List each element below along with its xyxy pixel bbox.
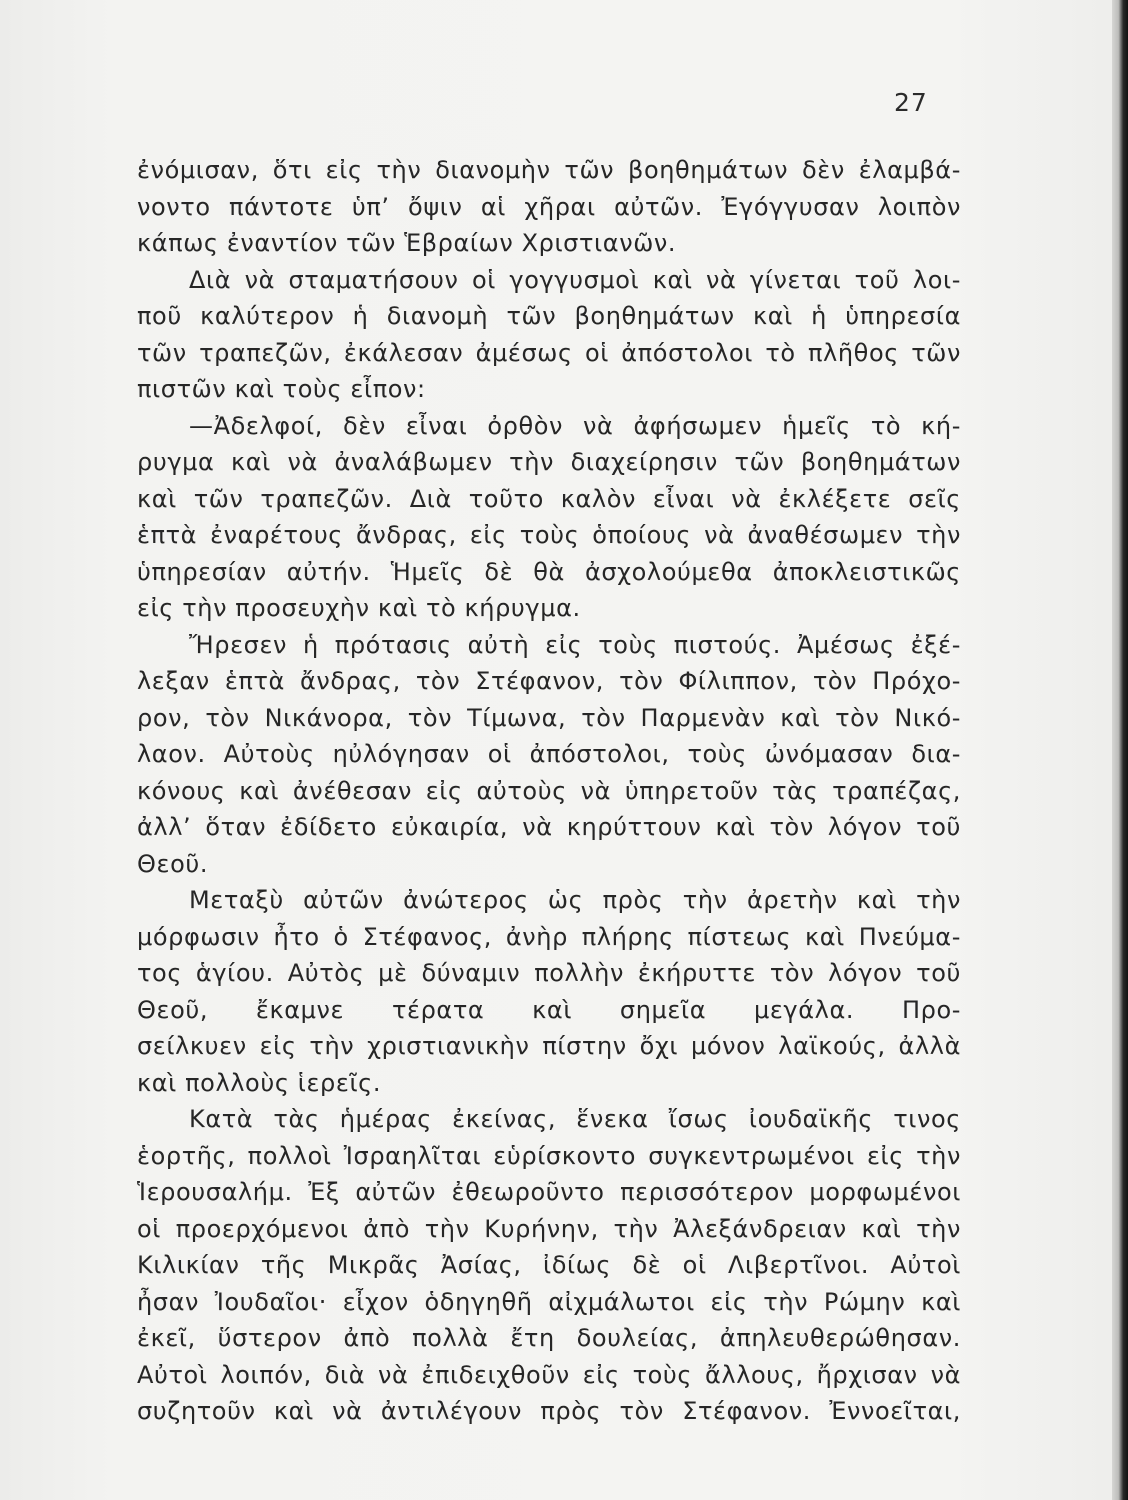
text-line: ἀλλ’ ὅταν ἐδίδετο εὐκαιρία, νὰ κηρύττουν καὶ τὸν λόγον τοῦ — [137, 813, 961, 841]
text-line: ἑπτὰ ἐναρέτους ἄνδρας, εἰς τοὺς ὁποίους νὰ ἀναθέσωμεν τὴν — [137, 521, 961, 549]
text-line: ἐνόμισαν, ὅτι εἰς τὴν διανομὴν τῶν βοηθημάτων δὲν ἐλαμβά- — [137, 156, 961, 184]
text-line: πιστῶν καὶ τοὺς εἶπον: — [137, 375, 426, 403]
body-text — [137, 152, 961, 1430]
text-line: ρυγμα καὶ νὰ ἀναλάβωμεν τὴν διαχείρησιν τῶν βοηθημάτων — [137, 448, 961, 476]
text-line: ποῦ καλύτερον ἡ διανομὴ τῶν βοηθημάτων καὶ ἡ ὑπηρεσία — [137, 302, 961, 330]
text-line: συζητοῦν καὶ νὰ ἀντιλέγουν πρὸς τὸν Στέφανον. Ἐννοεῖται, — [137, 1397, 961, 1425]
text-line: Κιλικίαν τῆς Μικρᾶς Ἀσίας, ἰδίως δὲ οἱ Λιβερτῖνοι. Αὐτοὶ — [137, 1251, 961, 1279]
text-line: ὑπηρεσίαν αὐτήν. Ἡμεῖς δὲ θὰ ἀσχολούμεθα ἀποκλειστικῶς — [137, 557, 961, 586]
text-line: τῶν τραπεζῶν, ἐκάλεσαν ἀμέσως οἱ ἀπόστολοι τὸ πλῆθος τῶν — [137, 338, 961, 367]
text-line: Ἱερουσαλήμ. Ἐξ αὐτῶν ἐθεωροῦντο περισσότερον μορφωμένοι — [137, 1178, 961, 1206]
page-edge-shadow — [1112, 0, 1128, 1500]
text-line: Αὐτοὶ λοιπόν, διὰ νὰ ἐπιδειχθοῦν εἰς τοὺς ἄλλους, ἤρχισαν νὰ — [137, 1360, 961, 1389]
text-line: Θεοῦ, ἔκαμνε τέρατα καὶ σημεῖα μεγάλα. Προ- — [137, 995, 961, 1024]
text-line: οἱ προερχόμενοι ἀπὸ τὴν Κυρήνην, τὴν Ἀλεξάνδρειαν καὶ τὴν — [137, 1214, 961, 1243]
text-line: Θεοῦ. — [137, 849, 209, 878]
text-line: εἰς τὴν προσευχὴν καὶ τὸ κήρυγμα. — [137, 594, 581, 622]
text-line: Μεταξὺ αὐτῶν ἀνώτερος ὡς πρὸς τὴν ἀρετὴν καὶ τὴν — [189, 886, 961, 914]
text-line: Κατὰ τὰς ἡμέρας ἐκείνας, ἕνεκα ἴσως ἰουδαϊκῆς τινος — [189, 1105, 961, 1133]
text-line: μόρφωσιν ἦτο ὁ Στέφανος, ἀνὴρ πλήρης πίστεως καὶ Πνεύμα- — [137, 922, 961, 951]
text-line: καὶ τῶν τραπεζῶν. Διὰ τοῦτο καλὸν εἶναι νὰ ἐκλέξετε σεῖς — [137, 484, 961, 513]
text-line: νοντο πάντοτε ὑπ’ ὄψιν αἱ χῆραι αὐτῶν. Ἐγόγγυσαν λοιπὸν — [137, 192, 961, 221]
text-line: Ἤρεσεν ἡ πρότασις αὐτὴ εἰς τοὺς πιστούς. Ἀμέσως ἐξέ- — [189, 630, 961, 659]
text-line: κάπως ἐναντίον τῶν Ἑβραίων Χριστιανῶν. — [137, 229, 677, 257]
text-line: ἑορτῆς, πολλοὶ Ἰσραηλῖται εὑρίσκοντο συγκεντρωμένοι εἰς τὴν — [137, 1141, 961, 1170]
text-line: —Ἀδελφοί, δὲν εἶναι ὀρθὸν νὰ ἀφήσωμεν ἡμεῖς τὸ κή- — [189, 411, 961, 440]
text-line: ἦσαν Ἰουδαῖοι· εἶχον ὁδηγηθῆ αἰχμάλωτοι εἰς τὴν Ρώμην καὶ — [137, 1287, 961, 1316]
text-line: λεξαν ἑπτὰ ἄνδρας, τὸν Στέφανον, τὸν Φίλιππον, τὸν Πρόχο- — [137, 667, 961, 695]
text-line: σείλκυεν εἰς τὴν χριστιανικὴν πίστην ὄχι μόνον λαϊκούς, ἀλλὰ — [137, 1032, 961, 1060]
text-line: καὶ πολλοὺς ἱερεῖς. — [137, 1068, 382, 1097]
text-line: ρον, τὸν Νικάνορα, τὸν Τίμωνα, τὸν Παρμενὰν καὶ τὸν Νικό- — [137, 703, 961, 732]
page-number: 27 — [894, 88, 928, 117]
text-line: τος ἁγίου. Αὐτὸς μὲ δύναμιν πολλὴν ἐκήρυττε τὸν λόγον τοῦ — [137, 959, 961, 987]
text-line: Διὰ νὰ σταματήσουν οἱ γογγυσμοὶ καὶ νὰ γίνεται τοῦ λοι- — [189, 265, 961, 294]
text-line: κόνους καὶ ἀνέθεσαν εἰς αὐτοὺς νὰ ὑπηρετοῦν τὰς τραπέζας, — [137, 776, 961, 805]
text-line: ἐκεῖ, ὕστερον ἀπὸ πολλὰ ἔτη δουλείας, ἀπηλευθερώθησαν. — [137, 1324, 961, 1352]
text-line: λαον. Αὐτοὺς ηὐλόγησαν οἱ ἀπόστολοι, τοὺς ὠνόμασαν δια- — [137, 740, 961, 768]
